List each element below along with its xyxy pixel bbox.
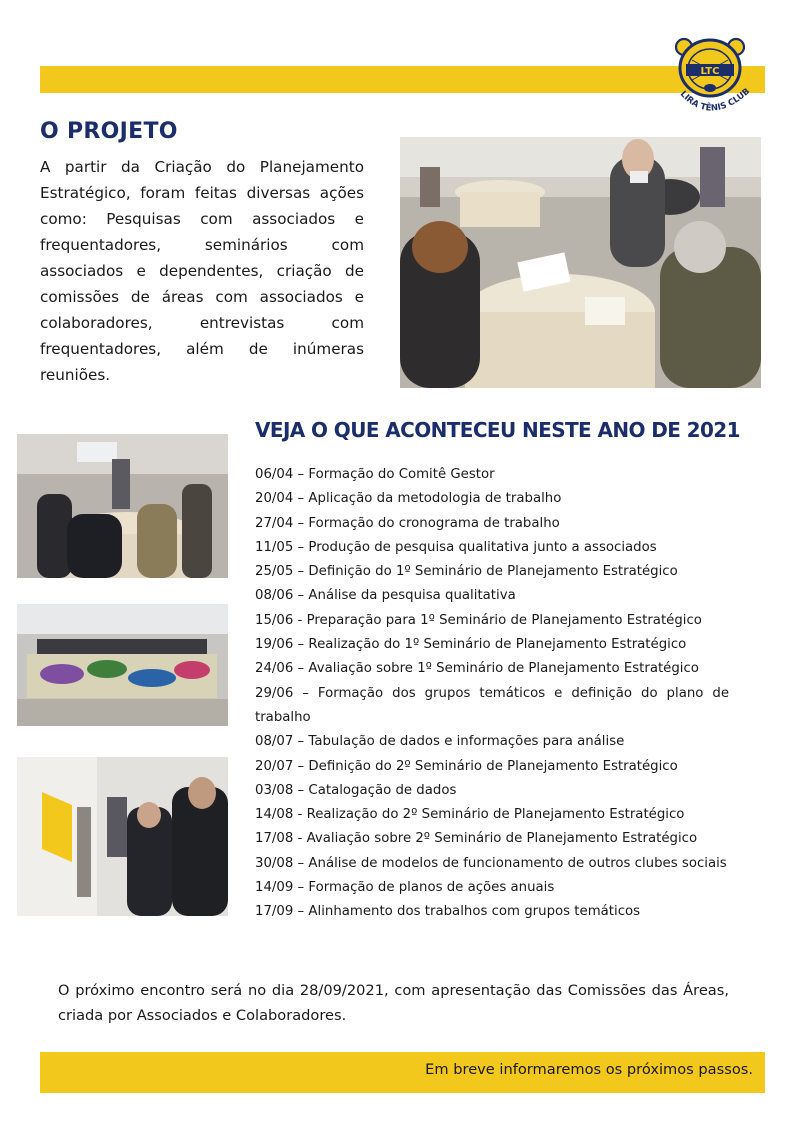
timeline-item: 11/05 – Produção de pesquisa qualitativa junto a associados — [255, 539, 657, 555]
next-meeting-text: O próximo encontro será no dia 28/09/2021, com apresentação das Comissões das Áreas, criada por Associados e Colaboradores. — [58, 982, 729, 1024]
timeline-item: 14/09 – Formação de planos de ações anuais — [255, 880, 555, 896]
timeline-item: 27/04 – Formação do cronograma de trabalho — [255, 515, 560, 531]
timeline-item: 25/05 – Definição do 1º Seminário de Planejamento Estratégico — [255, 564, 678, 580]
photo-exhibition-visitors — [17, 757, 228, 916]
timeline-title: VEJA O QUE ACONTECEU NESTE ANO DE 2021 — [255, 418, 740, 442]
timeline-item: 08/07 – Tabulação de dados e informações para análise — [255, 734, 625, 750]
timeline-item: 19/06 – Realização do 1º Seminário de Planejamento Estratégico — [255, 637, 687, 653]
timeline-item: 15/06 - Preparação para 1º Seminário de Planejamento Estratégico — [255, 612, 702, 628]
photo-seminar-audience — [17, 434, 228, 578]
timeline-list — [255, 463, 729, 925]
timeline-item: 06/04 – Formação do Comitê Gestor — [255, 467, 495, 482]
timeline-item: 08/06 – Análise da pesquisa qualitativa — [255, 588, 516, 604]
logo-caption: LIRA TÊNIS CLUB — [677, 86, 753, 114]
timeline-item: 17/09 – Alinhamento dos trabalhos com grupos temáticos — [255, 904, 641, 920]
photo-group-banner — [17, 604, 228, 726]
timeline-item: 20/04 – Aplicação da metodologia de trabalho — [255, 491, 562, 507]
photo-meeting-tables — [400, 137, 761, 388]
timeline-item: 14/08 - Realização do 2º Seminário de Planejamento Estratégico — [255, 807, 685, 823]
timeline-item: 29/06 – Formação dos grupos temáticos e definição do plano de trabalho — [255, 685, 729, 725]
project-description: A partir da Criação do Planejamento Estratégico, foram feitas diversas ações como: Pesquisas com associados e frequentadores, seminários com associados e dependentes, criação de comissões de áreas com associados e colaboradores, entrevistas com frequentadores, além de inúmeras reuniões. — [40, 158, 364, 384]
logo-letters: LTC — [700, 66, 720, 77]
bottom-yellow-bar — [40, 1052, 765, 1093]
timeline-item: 17/08 - Avaliação sobre 2º Seminário de Planejamento Estratégico — [255, 831, 698, 847]
timeline-item: 24/06 – Avaliação sobre 1º Seminário de Planejamento Estratégico — [255, 661, 699, 677]
footer-text: Em breve informaremos os próximos passos. — [425, 1061, 753, 1078]
timeline-item: 03/08 – Catalogação de dados — [255, 782, 457, 798]
club-logo — [670, 36, 770, 120]
bear-tennis-crest-icon — [670, 36, 770, 120]
top-yellow-bar — [40, 66, 765, 93]
project-title: O PROJETO — [40, 119, 178, 144]
timeline-item: 20/07 – Definição do 2º Seminário de Planejamento Estratégico — [255, 758, 678, 774]
timeline-item: 30/08 – Análise de modelos de funcionamento de outros clubes sociais — [255, 855, 727, 871]
